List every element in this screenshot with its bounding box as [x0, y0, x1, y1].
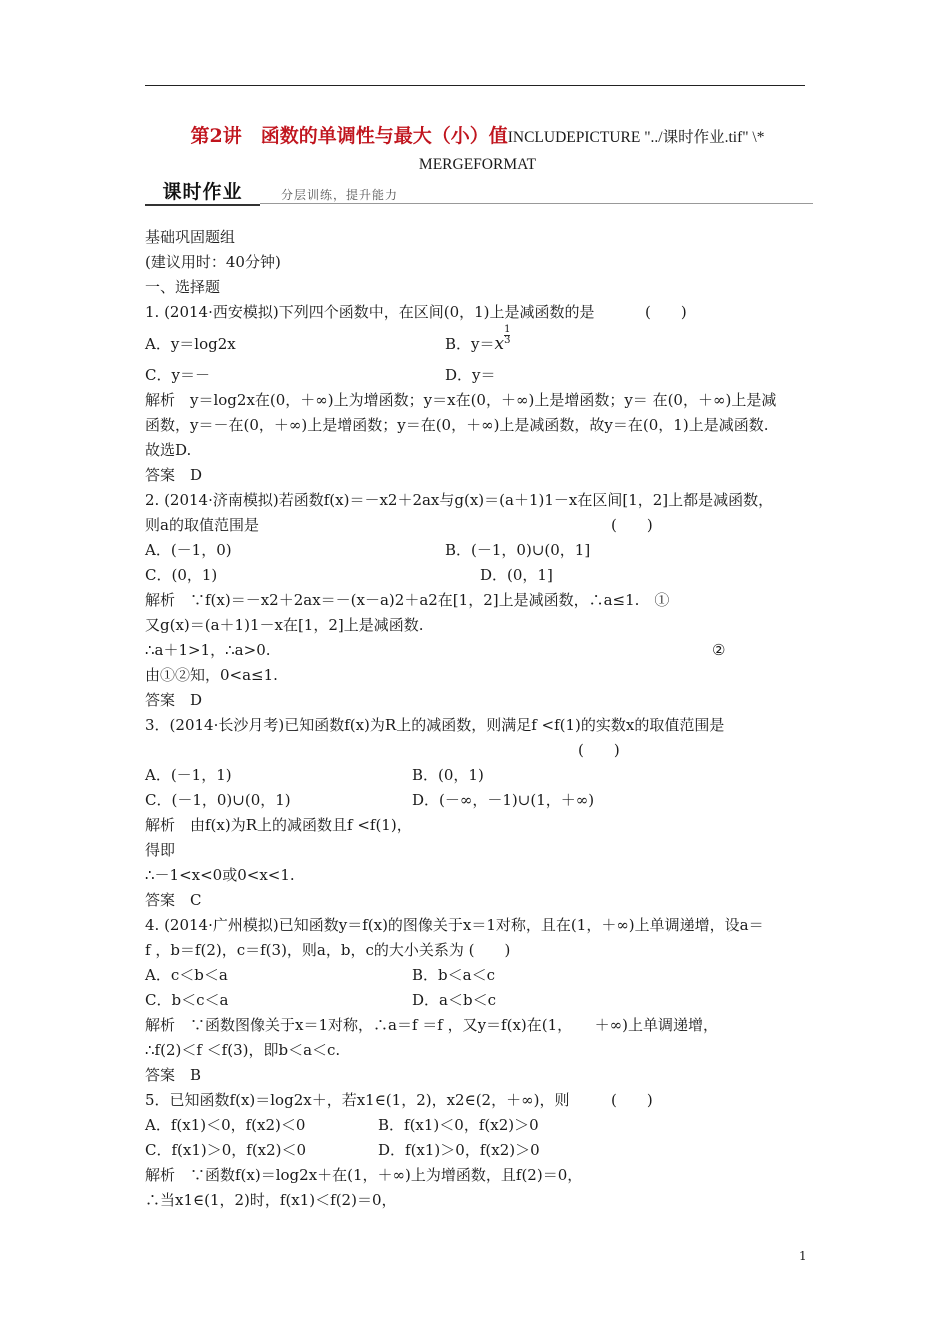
banner-subtitle: 分层训练，提升能力: [281, 188, 399, 202]
q4-solution-2: ∴f(2)＜f ＜f(3)，即b＜a＜c.: [145, 1041, 341, 1059]
banner-heading: 课时作业: [162, 181, 243, 203]
q1-option-c: C．y＝－: [145, 366, 210, 384]
q1-solution-2: 函数，y＝－在(0，＋∞)上是增函数；y＝在(0，＋∞)上是减函数，故y＝在(0，1)上是减函数.: [145, 416, 769, 434]
q2-solution-4: 由①②知，0<a≤1.: [145, 666, 278, 684]
part-heading: 一、选择题: [145, 278, 221, 296]
banner-rule: [260, 203, 813, 204]
q1-option-a: A．y＝log2x: [145, 335, 236, 353]
q3-options-ab: [145, 763, 815, 788]
q4-options-cd: [145, 988, 815, 1013]
q3-paren-line: [145, 738, 815, 763]
q1-solution-3: 故选D.: [145, 441, 192, 459]
q5-solution-2: ∴当x1∈(1，2)时，f(x1)＜f(2)＝0，: [145, 1191, 397, 1209]
q4-option-c: C．b＜c＜a: [145, 991, 229, 1009]
q2-options-ab: [145, 538, 815, 563]
q1-exponent-fraction: [504, 325, 510, 346]
q2-solution-3-text: ∴a＋1>1，∴a>0.: [145, 641, 271, 659]
q4-option-a: A．c＜b＜a: [145, 966, 228, 984]
q3-paren: ( ): [578, 741, 620, 759]
q2-circle-mark: ②: [712, 641, 726, 659]
q5-paren: ( ): [611, 1091, 653, 1109]
q2-option-d: D．(0，1]: [480, 566, 553, 584]
q2-option-a: A．(－1，0): [145, 541, 232, 559]
q2-stem-1: 2. (2014·济南模拟)若函数f(x)＝－x2＋2ax与g(x)＝(a＋1)1－x在区间[1，2]上都是减函数，: [145, 491, 774, 509]
q1-option-b: [445, 325, 510, 363]
q3-options-cd: [145, 788, 815, 813]
q4-option-b: B．b＜a＜c: [412, 966, 495, 984]
q1-stem: [145, 300, 815, 325]
q5-option-b: B．f(x1)＜0，f(x2)＞0: [378, 1116, 539, 1134]
q2-option-b: B．(－1，0)∪(0，1]: [445, 541, 591, 559]
q4-options-ab: [145, 963, 815, 988]
time-note: (建议用时：40分钟): [145, 253, 281, 271]
q1-options-cd: [145, 363, 815, 388]
lecture-title: 第2讲 函数的单调性与最大（小）值: [190, 125, 508, 147]
q4-option-d: D．a＜b＜c: [412, 991, 496, 1009]
q2-option-c: C．(0，1): [145, 566, 218, 584]
q5-options-ab: [145, 1113, 815, 1138]
page-title: [145, 123, 810, 178]
q5-options-cd: [145, 1138, 815, 1163]
q3-stem: 3．(2014·长沙月考)已知函数f(x)为R上的减函数，则满足f <f(1)的实数x的取值范围是: [145, 716, 725, 734]
header-rule: [145, 85, 805, 86]
q5-stem-text: 5．已知函数f(x)＝log2x＋，若x1∈(1，2)，x2∈(2，＋∞)，则: [145, 1091, 570, 1109]
q5-option-a: A．f(x1)＜0，f(x2)＜0: [145, 1116, 306, 1134]
q5-stem: [145, 1088, 815, 1113]
q3-option-d: D．(－∞，－1)∪(1，＋∞): [412, 791, 595, 809]
q5-solution-1: 解析 ∵函数f(x)＝log2x＋在(1，＋∞)上为增函数，且f(2)＝0，: [145, 1166, 583, 1184]
section-banner: [145, 180, 813, 210]
q1-options-ab: [145, 325, 815, 363]
q3-option-c: C．(－1，0)∪(0，1): [145, 791, 291, 809]
group-heading: 基础巩固题组: [145, 228, 236, 246]
q3-option-a: A．(－1，1): [145, 766, 232, 784]
q1-option-b-var: x: [494, 334, 505, 354]
q2-options-cd: [145, 563, 815, 588]
q4-stem-1: 4. (2014·广州模拟)已知函数y＝f(x)的图像关于x＝1对称，且在(1，＋∞)上单调递增，设a＝: [145, 916, 764, 934]
field-code-text: INCLUDEPICTURE "../课时作业.tif" \* MERGEFORMAT: [418, 129, 765, 173]
q2-solution-1: 解析 ∵f(x)＝－x2＋2ax＝－(x－a)2＋a2在[1，2]上是减函数，∴a≤1. ①: [145, 591, 670, 609]
q3-answer: 答案 C: [145, 891, 202, 909]
fraction-numerator: 1: [504, 324, 511, 335]
q3-option-b: B．(0，1): [412, 766, 484, 784]
q2-answer: 答案 D: [145, 691, 203, 709]
fraction-denominator: 3: [504, 335, 511, 346]
q2-stem-2: [145, 513, 815, 538]
q1-option-b-text: B．y＝: [445, 335, 495, 353]
page-number: 1: [799, 1249, 807, 1263]
q2-paren: ( ): [611, 516, 653, 534]
q1-answer: 答案 D: [145, 466, 203, 484]
banner-underline: [145, 204, 260, 206]
q3-solution-2: 得即: [145, 841, 176, 859]
q2-stem-2-text: 则a的取值范围是: [145, 516, 259, 534]
q3-solution-3: ∴－1<x<0或0<x<1.: [145, 866, 295, 884]
q1-paren: ( ): [645, 303, 687, 321]
q4-stem-2: f ，b＝f(2)，c＝f(3)，则a，b，c的大小关系为 ( ): [145, 941, 511, 959]
q1-option-d: D．y＝: [445, 366, 496, 384]
q2-solution-3: [145, 638, 815, 663]
q1-solution-1: 解析 y＝log2x在(0，＋∞)上为增函数；y＝x在(0，＋∞)上是增函数；y＝ 在(0，＋∞)上是减: [145, 391, 777, 409]
q3-solution-1: 解析 由f(x)为R上的减函数且f <f(1)，: [145, 816, 412, 834]
q4-solution-1: 解析 ∵函数图像关于x＝1对称，∴a＝f ＝f ，又y＝f(x)在(1， ＋∞)上单调递增，: [145, 1016, 719, 1034]
q1-stem-text: 1. (2014·西安模拟)下列四个函数中，在区间(0，1)上是减函数的是: [145, 303, 595, 321]
exercise-content: [145, 225, 815, 1213]
q4-answer: 答案 B: [145, 1066, 202, 1084]
q5-option-d: D．f(x1)＞0，f(x2)＞0: [378, 1141, 540, 1159]
q5-option-c: C．f(x1)＞0，f(x2)＜0: [145, 1141, 307, 1159]
q2-solution-2: 又g(x)＝(a＋1)1－x在[1，2]上是减函数.: [145, 616, 424, 634]
